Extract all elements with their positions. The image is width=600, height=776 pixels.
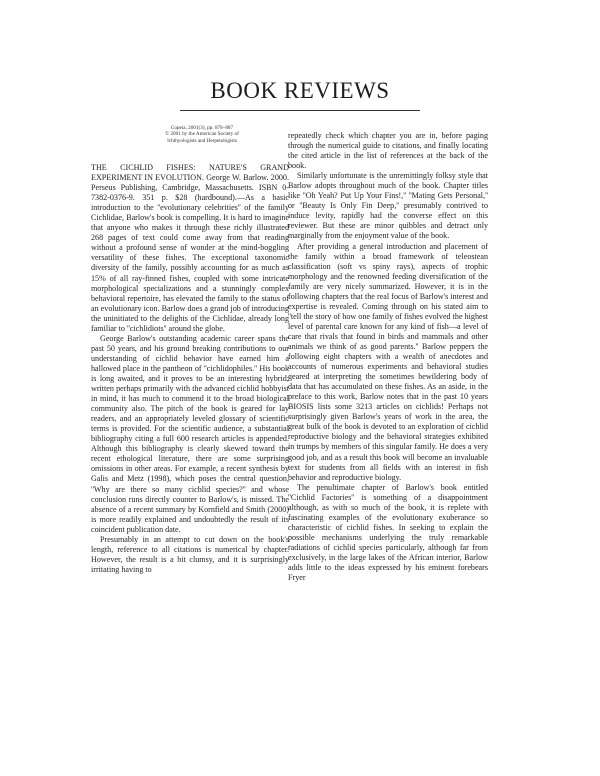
left-column bbox=[91, 163, 289, 575]
title-rule bbox=[180, 110, 420, 111]
title-initial-b: B bbox=[210, 78, 227, 103]
review-paragraph-5: Similarly unfortunate is the unremittingly folksy style that Barlow adopts throughout much of the book. Chapter titles like ''Oh Yeah? Put Up Your Fins!,'' ''Mating Gets Personal,'' or ''Beauty Is Only Fin Deep,'' presumably contrived to induce levity, rapidly had the converse effect on this reviewer. But these are minor quibbles and detract only marginally from the enjoyment value of the book. bbox=[288, 171, 488, 241]
citation-line-2: © 2001 by the American Society of bbox=[165, 131, 239, 138]
section-title bbox=[180, 78, 420, 104]
review-paragraph-1: THE CICHLID FISHES: NATURE'S GRAND EXPERIMENT IN EVOLUTION. George W. Barlow. 2000. Perseus Publishing, Cambridge, Massachusetts. ISBN 0-7382-0376-9. 351 p. $28 (hardbound).—As a basic introduction to the ''evolutionary celebrities'' of the family Cichlidae, Barlow's book is compelling. It is hard to imagine that anyone who makes it through these richly illustrated 268 pages of text could come away from that reading without a profound sense of wonder at the mind-boggling versatility of these fishes. The exceptional taxonomic diversity of the family, possibly accounting for as much as 15% of all ray-finned fishes, coupled with some intricate morphological specializations and a stunningly complex behavioral repertoire, has elevated the family to the status of an evolutionary icon. Barlow does a grand job of introducing the uninitiated to the delights of the Cichlidae, already long familiar to ''cichlidiots'' around the globe. bbox=[91, 163, 289, 333]
right-column bbox=[288, 131, 488, 583]
journal-citation bbox=[132, 125, 272, 144]
title-rest-ook: OOK bbox=[226, 78, 278, 103]
section-header bbox=[180, 78, 420, 111]
review-paragraph-4: repeatedly check which chapter you are in, before paging through the numerical guide to citations, and finally locating the cited article in the list of references at the back of the book. bbox=[288, 131, 488, 171]
citation-line-3: Ichthyologists and Herpetologists bbox=[167, 137, 237, 144]
review-paragraph-3: Presumably in an attempt to cut down on the book's length, reference to all citations is numerical by chapter. However, the result is a bit clumsy, and it is surprisingly irritating having to bbox=[91, 534, 289, 574]
citation-line-1: Copeia, 2001(3), pp. 878–887 bbox=[170, 125, 234, 131]
review-paragraph-6: After providing a general introduction and placement of the family within a broad framework of teleostean classification (soft vs spiny rays), aspects of trophic morphology and the renowned feeding diversification of the family are very nicely summarized. However, it is in the following chapters that the real focus of Barlow's interest and expertise is revealed. Coming through on his stated aim to ''tell the story of how one family of fishes evolved the highest level of parental care known for any kind of fish—a level of care that rivals that found in birds and mammals and other animals we think of as good parents.'' Barlow peppers the following eight chapters with a wealth of anecdotes and accounts of numerous experiments and behavioral studies geared at interpreting the sometimes bewildering body of data that has accumulated on these fishes. As an aside, in the preface to this work, Barlow notes that in the past 10 years BIOSIS lists some 3213 articles on cichlids! Perhaps not surprisingly given Barlow's years of work in the area, the great bulk of the book is devoted to an exploration of cichlid reproductive biology and the behavioral strategies exhibited in trumps by members of this singular family. He does a very good job, and as a result this book will become an invaluable text for students from all fields with an interest in fish behavior and reproductive biology. bbox=[288, 241, 488, 482]
review-paragraph-2: George Barlow's outstanding academic career spans the past 50 years, and his ground breaking contributions to our understanding of cichlid behavior have earned him a hallowed place in the pantheon of ''cichlidophiles.'' His book is long awaited, and it proves to be an interesting hybrid; written perhaps primarily with the advanced cichlid hobbyist in mind, it has much to commend it to the broad biological community also. The pitch of the book is geared for lay readers, and an appropriately leveled glossary of scientific terms is provided. For the scientific audience, a substantial bibliography citing a full 600 research articles is appended. Although this bibliography is clearly skewed toward the recent ethological literature, there are some surprising omissions in other areas. For example, a recent synthesis by Galis and Metz (1998), which poses the central question, ''Why are there so many cichlid species?'' and whose conclusion runs directly counter to Barlow's, is missed. The absence of a recent summary by Kornfield and Smith (2000) is more readily explained and undoubtedly the result of its coincident publication date. bbox=[91, 333, 289, 534]
title-initial-r: R bbox=[283, 78, 300, 103]
title-rest-eviews: EVIEWS bbox=[299, 78, 390, 103]
review-paragraph-7: The penultimate chapter of Barlow's book entitled ''Cichlid Factories'' is something of a disappointment although, as with so much of the book, it is replete with fascinating examples of the evolutionary exuberance so characteristic of cichlid fishes. In seeking to explain the possible mechanisms underlying the truly remarkable radiations of cichlid species particularly, although far from exclusively, in the large lakes of the African interior, Barlow adds little to the ideas expressed by his eminent forebears Fryer bbox=[288, 482, 488, 583]
